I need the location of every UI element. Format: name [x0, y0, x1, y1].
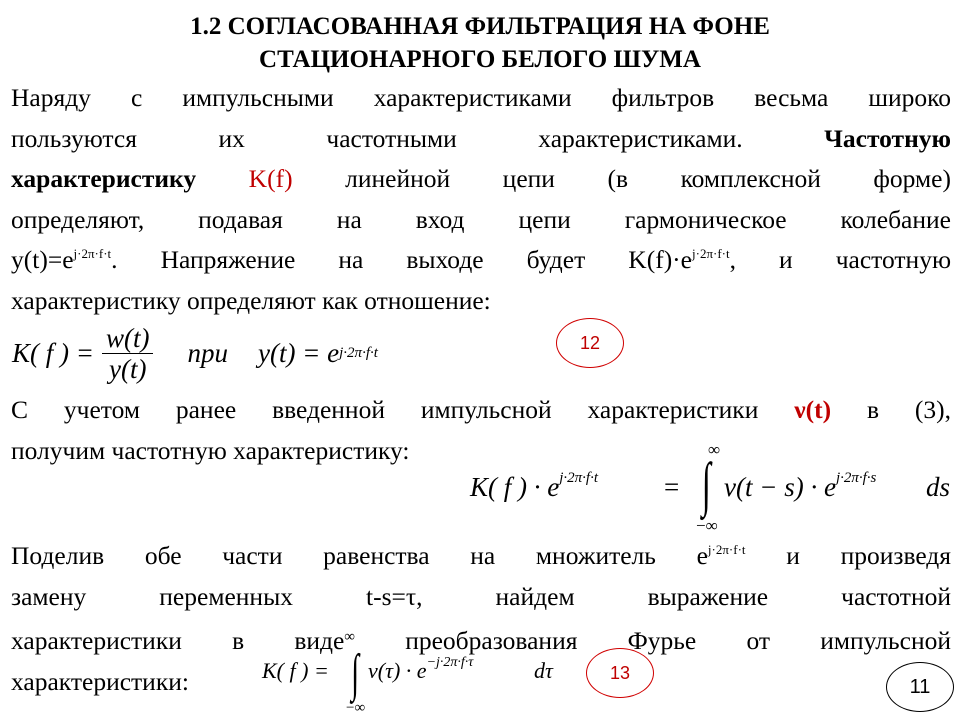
title-line-2: СТАЦИОНАРНОГО БЕЛОГО ШУМА	[259, 46, 701, 73]
page-title	[0, 10, 960, 76]
p3-line-2: замену переменных t-s=τ, найдем выражение частотной	[11, 581, 951, 611]
integral-sign-13-icon: ∫	[351, 645, 360, 702]
page-number-badge: 11	[886, 662, 954, 712]
p3-line-1: Поделив обе части равенства на множитель $e^{j\cdot 2\pi\cdot f\cdot t}$ и произведя	[11, 541, 952, 570]
equation-frequency-response	[470, 440, 951, 535]
p1-line-5: $y(t)=e^{j\cdot 2\pi\cdot f\cdot t}$. Напряжение на выходе будет $K(f)\cdot e^{j\cdot 2\pi\cdot f\cdot t}$, и частотную	[11, 245, 951, 274]
p3-infinity: ∞	[344, 629, 355, 645]
equation-number-13-badge: 13	[586, 648, 654, 698]
p1-line-4: определяют, подавая на вход цепи гармоническое колебание	[11, 204, 951, 234]
p1-line-6: характеристику определяют как отношение:	[11, 285, 491, 315]
eqm-integrand: ν(t − s) · e	[724, 472, 836, 502]
p3-line-3: характеристики в виде∞ преобразования Фурье от импульсной	[11, 626, 952, 655]
p1-line-3: характеристику K(f) линейной цепи (в комплексной форме)	[11, 164, 951, 193]
equation-12: K( f ) = $\frac{w(t)}{y(t)}$ при y(t) = e j·2π·f·t	[12, 322, 378, 384]
eq13-dtau: dτ	[534, 658, 553, 683]
nu-symbol: ν(t)	[794, 395, 832, 424]
p1-line-2: пользуются их частотными характеристиками. Частотную	[11, 123, 951, 153]
kf-symbol: K(f)	[248, 164, 293, 193]
eqm-upper-limit: ∞	[708, 440, 721, 459]
eq13-integrand: ν(τ) · e	[368, 658, 427, 683]
eqm-lhs: K( f ) · e	[470, 472, 560, 502]
p3-line-4: характеристики:	[11, 666, 189, 696]
eq12-numerator: w(t)	[102, 323, 154, 354]
eq12-word: при	[187, 337, 228, 368]
eqm-lhs-sup: j·2π·f·t	[559, 470, 599, 486]
equation-number-12-badge: 12	[556, 318, 624, 368]
eqm-equals: =	[664, 472, 680, 502]
eq12-denominator: y(t)	[108, 353, 147, 384]
equation-13	[262, 645, 592, 718]
eq13-sup: −j·2π·f·τ	[426, 655, 474, 670]
paragraph-1	[11, 78, 951, 321]
eq12-fraction	[102, 323, 154, 384]
title-line-1: 1.2 СОГЛАСОВАННАЯ ФИЛЬТРАЦИЯ НА ФОНЕ	[190, 13, 770, 40]
integral-sign-icon: ∫	[701, 451, 711, 517]
p2-line-2: получим частотную характеристику:	[11, 435, 410, 465]
eqm-ds: ds	[926, 472, 951, 502]
p1-line-1: Наряду с импульсными характеристиками фильтров весьма широко	[11, 83, 951, 112]
eq12-rhs: y(t) = e	[257, 337, 340, 368]
eqm-lower-limit: −∞	[696, 516, 718, 535]
eqm-integrand-sup: j·2π·f·s	[835, 470, 877, 486]
eq12-lhs: K( f ) =	[12, 337, 94, 368]
eq13-lhs: K( f ) =	[262, 658, 329, 683]
eq13-lower-limit: −∞	[346, 700, 366, 716]
p2-line-1: С учетом ранее введенной импульсной характеристики ν(t) в (3),	[11, 395, 951, 424]
